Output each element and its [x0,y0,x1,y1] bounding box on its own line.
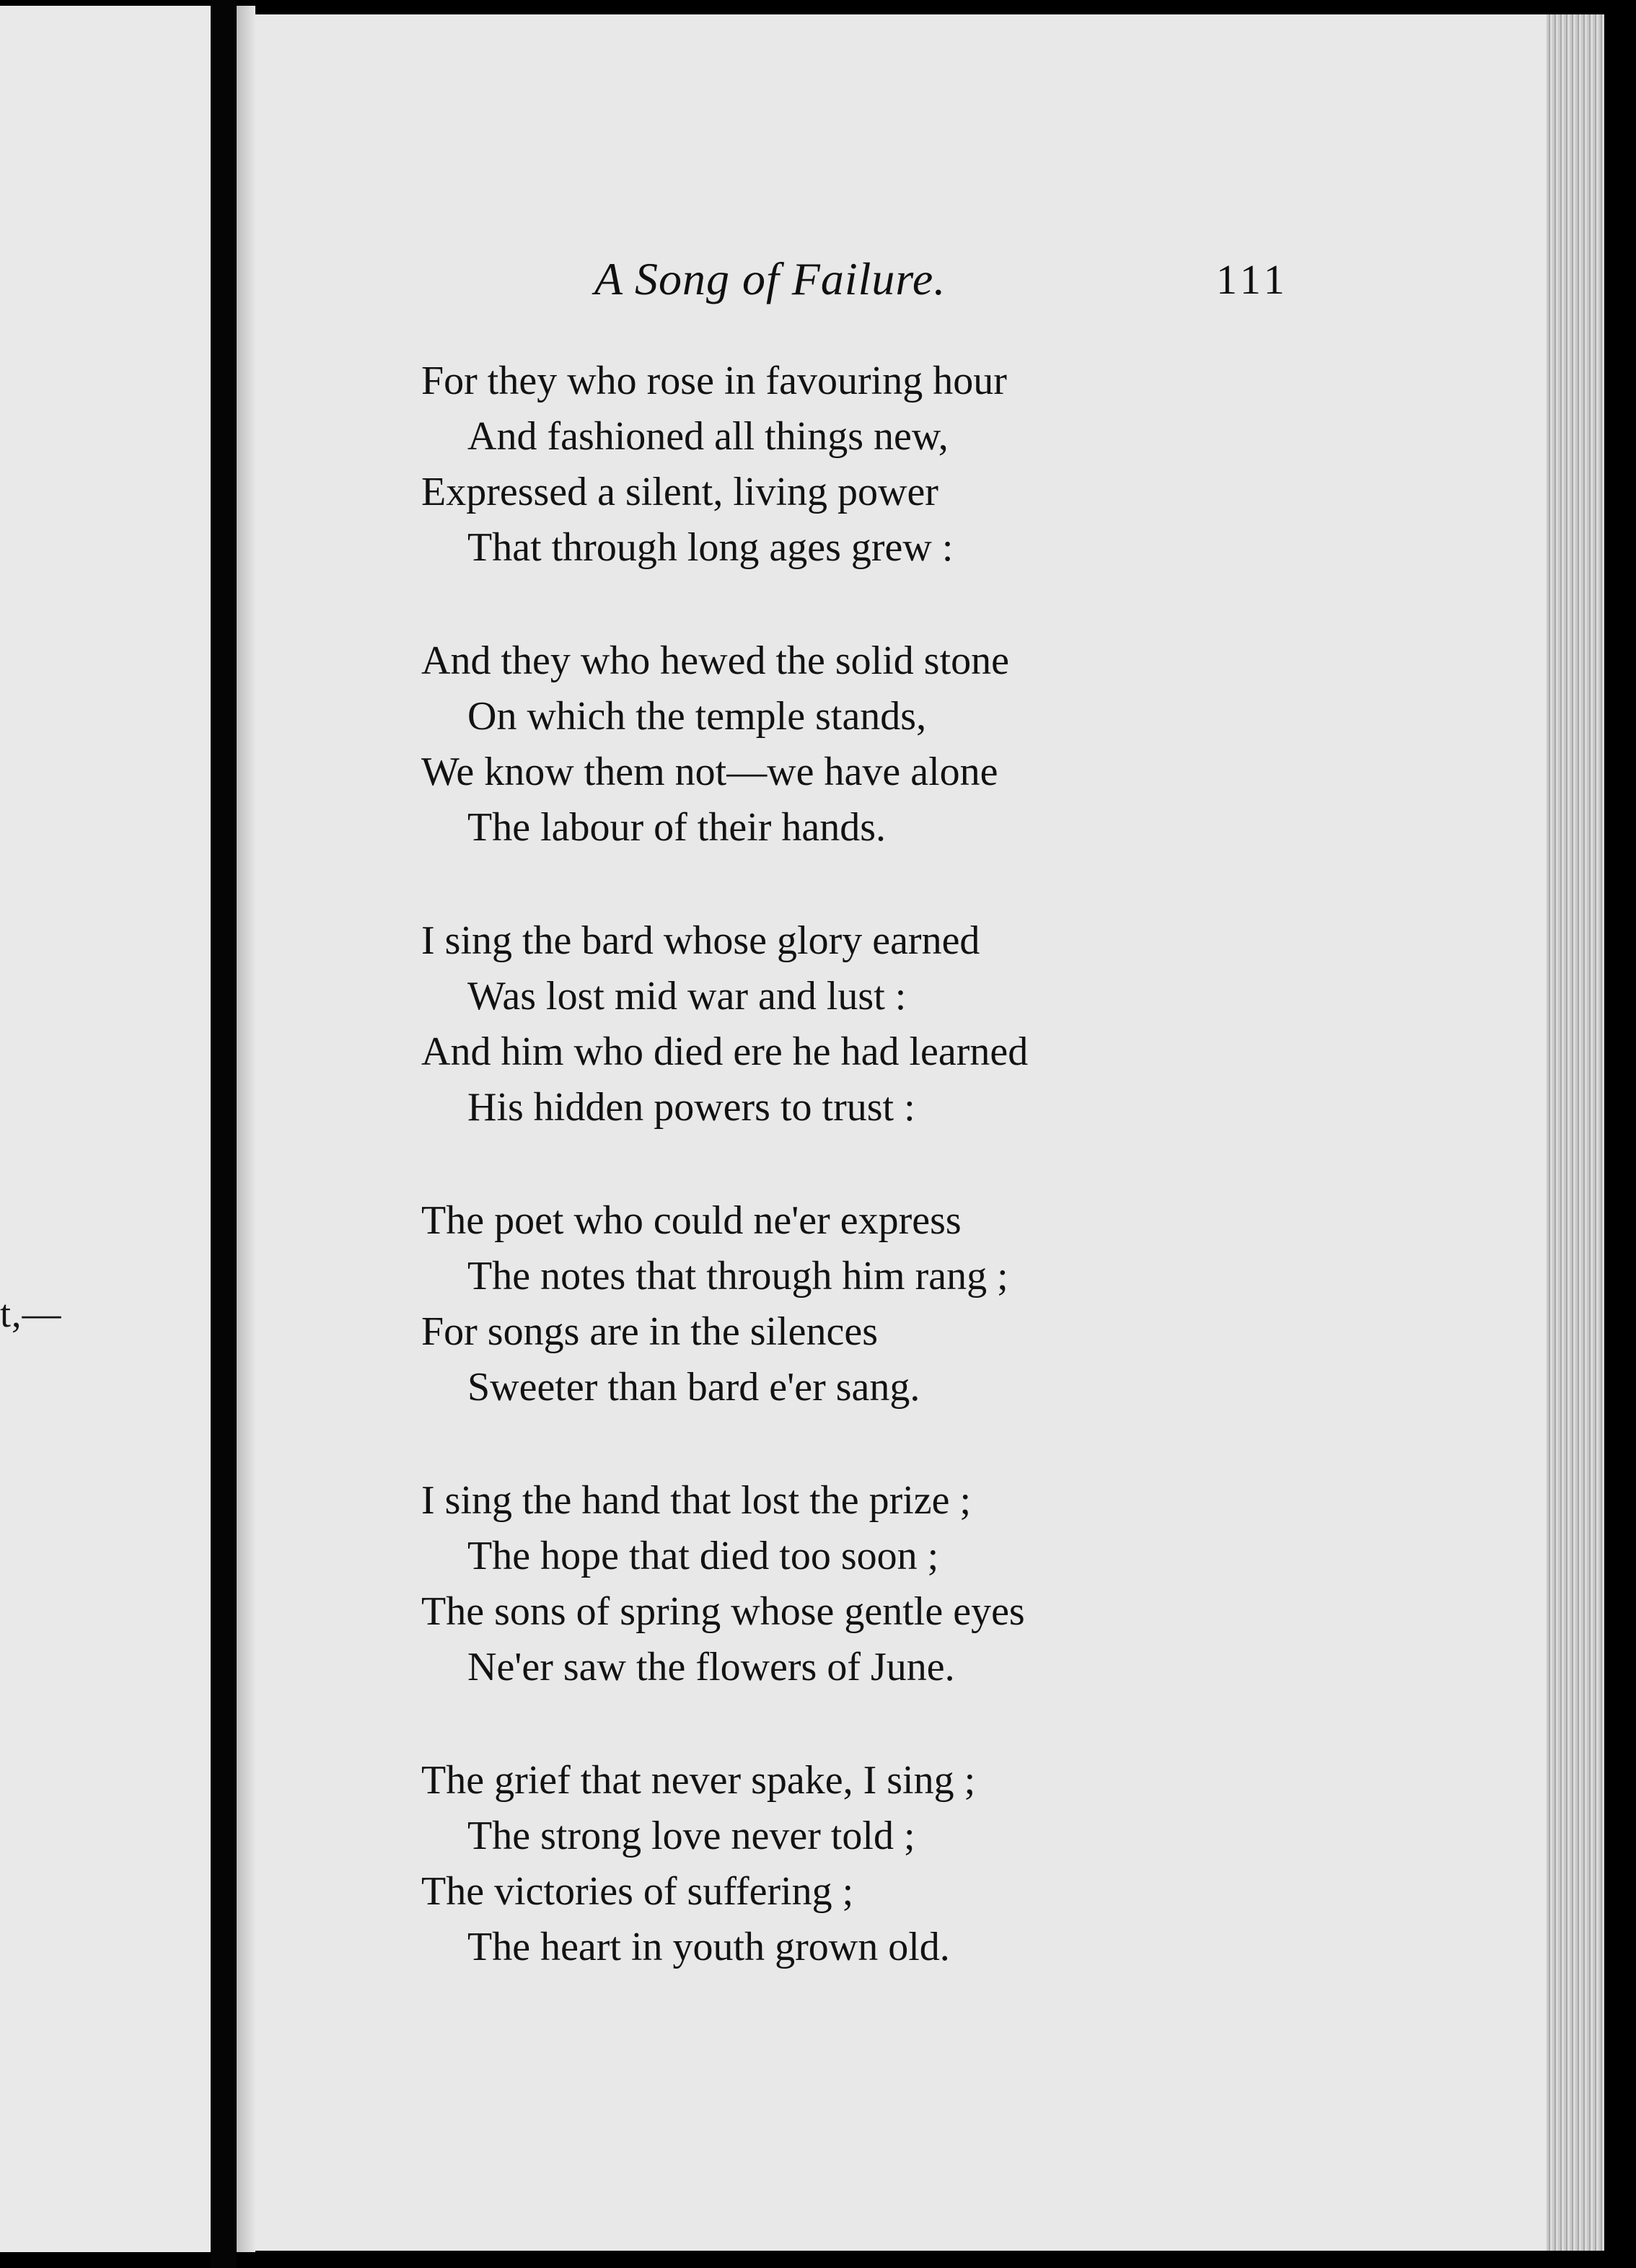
poem-line: For songs are in the silences [421,1309,878,1354]
book-gutter [211,0,237,2268]
poem-line: I sing the hand that lost the prize ; [421,1478,972,1523]
stanza-4 [255,1193,1547,1415]
poem-line: The strong love never told ; [467,1814,915,1858]
poem-line: The heart in youth grown old. [467,1925,950,1969]
poem-line: The notes that through him rang ; [467,1254,1008,1298]
running-head [255,252,1547,310]
stanza-1 [255,353,1547,576]
stanza-2 [255,633,1547,856]
poem-line: Ne'er saw the flowers of June. [467,1645,955,1689]
running-title: A Song of Failure. [594,253,946,304]
left-facing-page [0,6,211,2252]
poem-line: For they who rose in favouring hour [421,359,1007,403]
stanza-3 [255,913,1547,1135]
right-page [255,14,1547,2251]
poem-line: The grief that never spake, I sing ; [421,1758,976,1803]
poem-line: And him who died ere he had learned [421,1029,1029,1074]
poem-line: The victories of suffering ; [421,1869,854,1914]
poem-line: Sweeter than bard e'er sang. [467,1365,920,1410]
left-page-text-fragment: t,— [0,1292,62,1335]
poem-line: The hope that died too soon ; [467,1534,939,1578]
poem-line: The poet who could ne'er express [421,1198,962,1243]
poem-line: And fashioned all things new, [467,414,949,459]
gutter-shadow [237,6,255,2252]
poem-line: His hidden powers to trust : [467,1085,915,1130]
poem-line: I sing the bard whose glory earned [421,918,980,963]
stanza-6 [255,1753,1547,1975]
poem-line: The sons of spring whose gentle eyes [421,1589,1025,1634]
stanza-5 [255,1473,1547,1695]
page-number: 111 [1216,256,1289,303]
poem-line: The labour of their hands. [467,805,887,850]
page-edges [1547,14,1604,2251]
poem-line: And they who hewed the solid stone [421,638,1009,683]
poem-line: Was lost mid war and lust : [467,974,907,1019]
poem-line: Expressed a silent, living power [421,470,938,514]
poem-line: On which the temple stands, [467,694,927,739]
poem-line: We know them not—we have alone [421,750,998,794]
poem [255,353,1547,2033]
poem-line: That through long ages grew : [467,525,954,570]
